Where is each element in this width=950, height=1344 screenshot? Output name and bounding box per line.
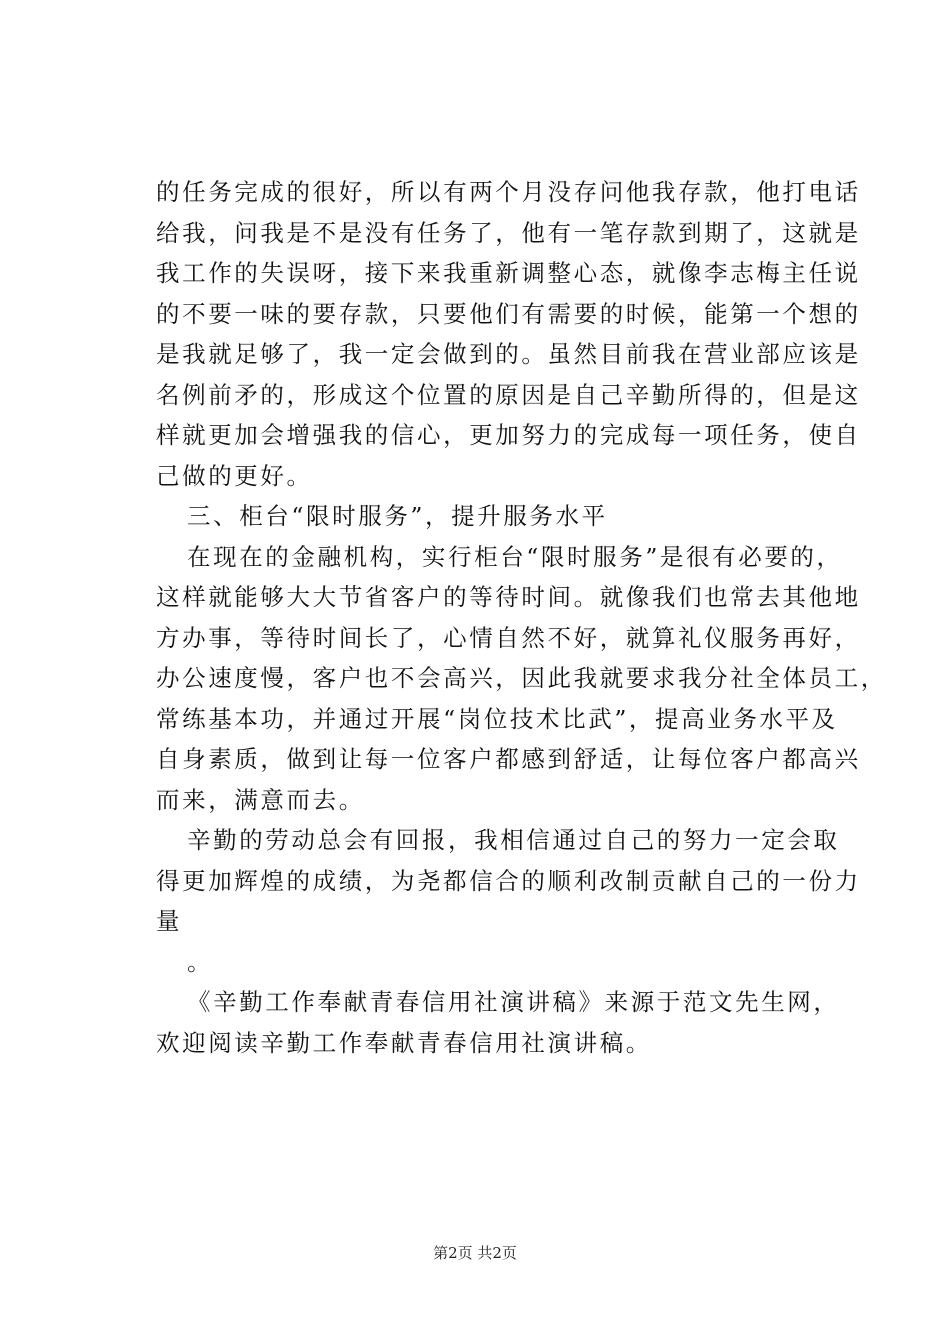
- text-line: 是我就足够了，我一定会做到的。虽然目前我在营业部应该是: [156, 340, 861, 368]
- text-line: 《辛勤工作奉献青春信用社演讲稿》来源于范文先生网，: [187, 988, 840, 1016]
- body-text: [156, 172, 887, 1063]
- text-line: 方办事，等待时间长了，心情自然不好，就算礼仪服务再好，: [156, 623, 861, 652]
- text-line: 而来，满意而去。: [156, 785, 365, 814]
- text-line: 。: [187, 947, 214, 976]
- text-line: 我工作的失误呀，接下来我重新调整心态，就像李志梅主任说: [156, 259, 861, 287]
- text-line: 这样就能够大大节省客户的等待时间。就像我们也常去其他地: [156, 583, 861, 611]
- text-line: 在现在的金融机构，实行柜台“限时服务”是很有必要的，: [187, 542, 843, 571]
- text-line: 办公速度慢，客户也不会高兴，因此我就要求我分社全体员工，: [156, 664, 887, 692]
- page-footer: 第2页 共2页: [433, 1244, 517, 1262]
- text-line: 量: [156, 907, 183, 935]
- text-line: 己做的更好。: [156, 461, 313, 490]
- text-line: 的不要一味的要存款，只要他们有需要的时候，能第一个想的: [156, 299, 861, 328]
- text-line: 辛勤的劳动总会有回报，我相信通过自己的努力一定会取: [187, 826, 840, 854]
- text-line: 得更加辉煌的成绩，为尧都信合的顺利改制贡献自己的一份力: [156, 866, 861, 895]
- text-line: 给我，问我是不是没有任务了，他有一笔存款到期了，这就是: [156, 218, 861, 247]
- text-line: 名例前矛的，形成这个位置的原因是自己辛勤所得的，但是这: [156, 380, 861, 409]
- text-line: 的任务完成的很好，所以有两个月没存问他我存款，他打电话: [156, 178, 861, 206]
- text-line: 欢迎阅读辛勤工作奉献青春信用社演讲稿。: [156, 1028, 652, 1057]
- text-line: 样就更加会增强我的信心，更加努力的完成每一项任务，使自: [156, 421, 861, 449]
- text-line: 自身素质，做到让每一位客户都感到舒适，让每位客户都高兴: [156, 745, 861, 773]
- section-heading: 三、柜台“限时服务”，提升服务水平: [187, 502, 608, 530]
- text-line: 常练基本功，并通过开展“岗位技术比武”，提高业务水平及: [156, 704, 838, 733]
